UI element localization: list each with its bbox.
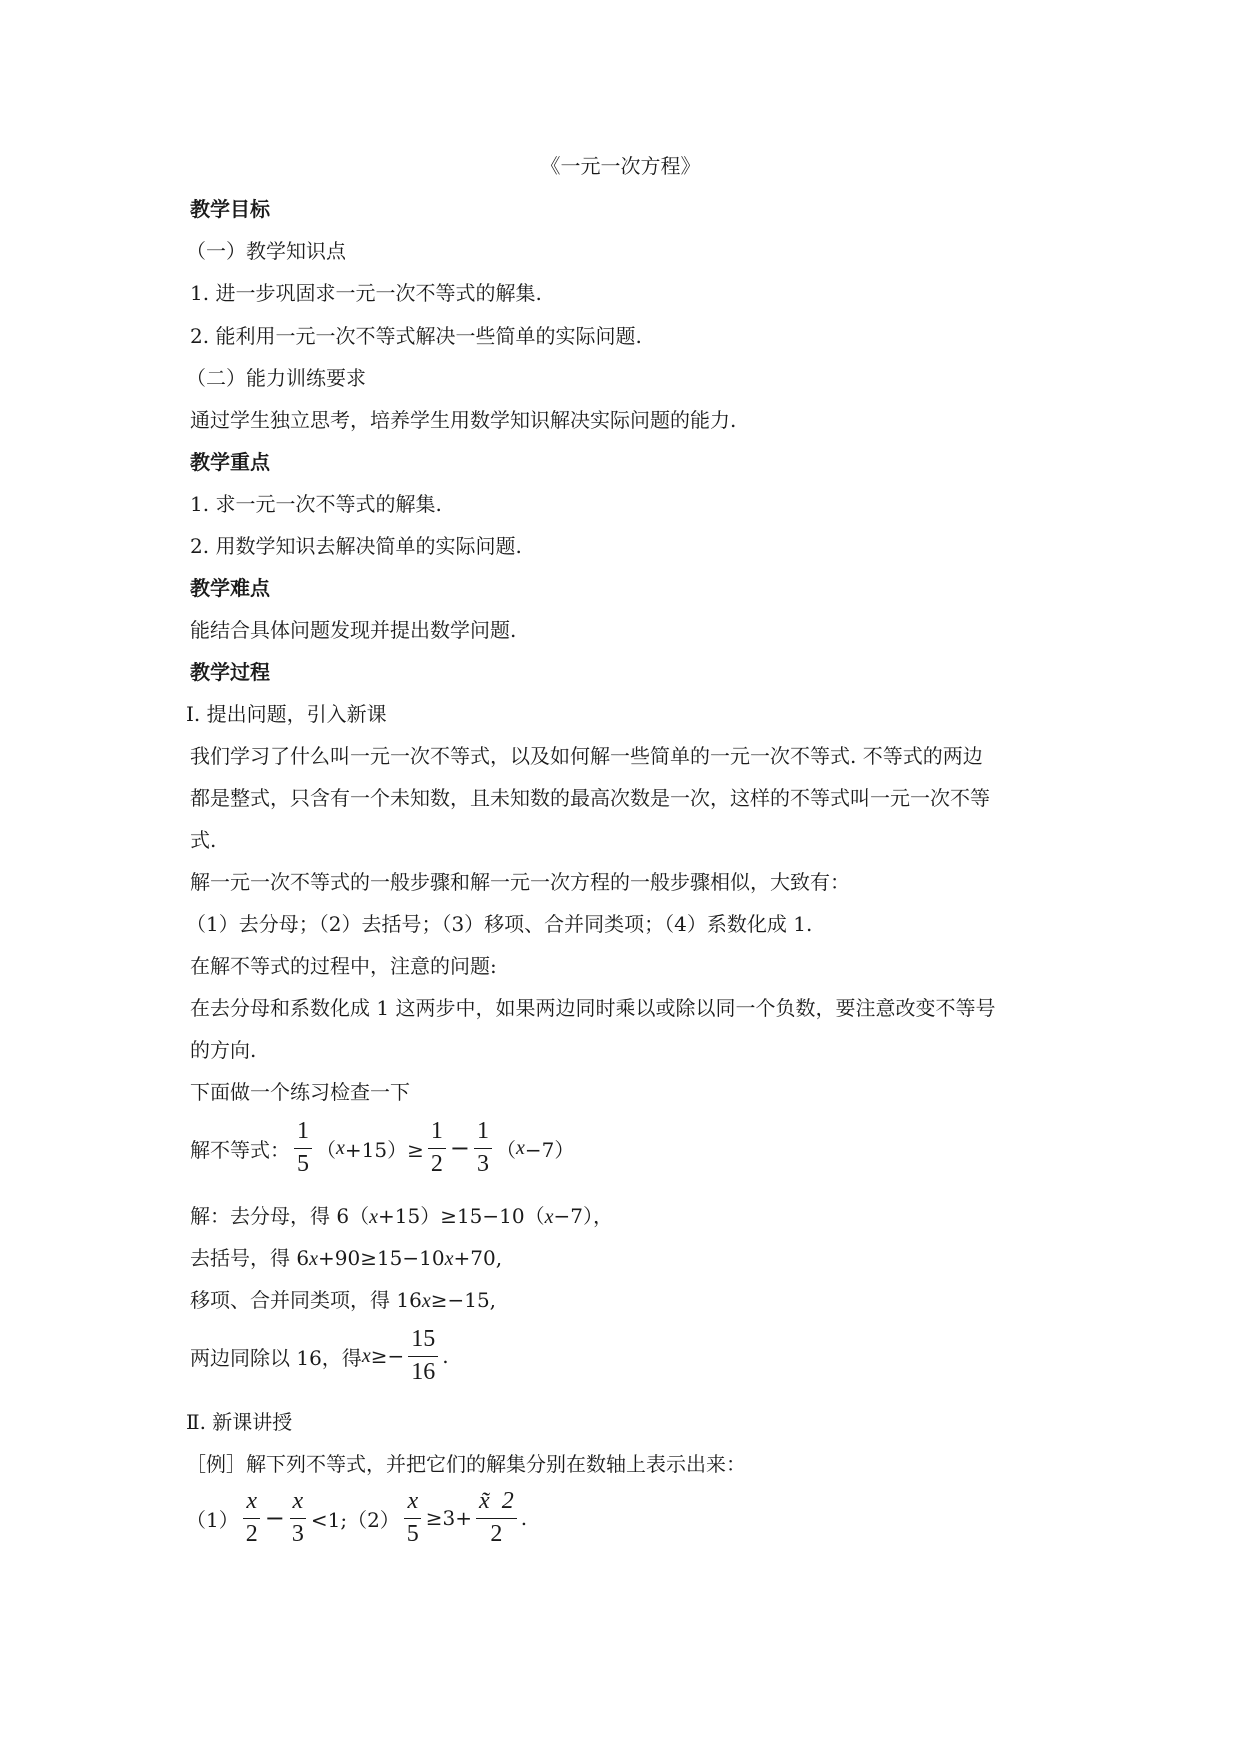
fraction-numerator: 1: [294, 1118, 312, 1149]
solution-step-1: [190, 1200, 613, 1229]
variable-x: x: [515, 1136, 525, 1159]
fraction-numerator: x̃ 2: [476, 1488, 517, 1519]
variable-x: x: [361, 1344, 371, 1367]
part1-title: Ⅰ. 提出问题，引入新课: [186, 702, 387, 726]
intro-paragraph-line-3: 式.: [190, 828, 217, 852]
solution-step-2: [190, 1242, 502, 1271]
variable-x: x: [309, 1248, 318, 1270]
notes-intro: 在解不等式的过程中，注意的问题:: [190, 954, 497, 978]
general-steps-intro: 解一元一次不等式的一般步骤和解一元一次方程的一般步骤相似，大致有：: [190, 870, 850, 894]
example-text: <1;（2）: [310, 1507, 400, 1532]
solution-text: −7），: [553, 1204, 613, 1228]
fraction-denominator: 3: [476, 1150, 489, 1177]
key-point-2: 2. 用数学知识去解决简单的实际问题.: [190, 534, 522, 558]
fraction-numerator: x: [243, 1488, 260, 1519]
part2-title: Ⅱ. 新课讲授: [186, 1410, 293, 1434]
fraction-one-third: [474, 1118, 492, 1178]
heading-teaching-goals: 教学目标: [190, 197, 270, 221]
solution-text: .: [442, 1344, 449, 1369]
fraction-numerator: 1: [474, 1118, 492, 1149]
fraction-one-half: [428, 1118, 446, 1178]
intro-paragraph-line-1: 我们学习了什么叫一元一次不等式，以及如何解一些简单的一元一次不等式. 不等式的两边: [190, 744, 983, 768]
variable-x: x: [544, 1206, 554, 1228]
subheading-knowledge-points: （一）教学知识点: [186, 239, 346, 263]
intro-paragraph-line-2: 都是整式，只含有一个未知数，且未知数的最高次数是一次，这样的不等式叫一元一次不等: [190, 786, 990, 810]
exercise-text: （: [316, 1137, 336, 1162]
variable-x: x: [369, 1206, 378, 1228]
variable-x: x: [336, 1136, 345, 1159]
key-point-1: 1. 求一元一次不等式的解集.: [190, 492, 442, 516]
fraction-denominator: 16: [411, 1358, 436, 1385]
difficulty-text: 能结合具体问题发现并提出数学问题.: [190, 618, 517, 642]
ability-text: 通过学生独立思考，培养学生用数学知识解决实际问题的能力.: [190, 408, 737, 432]
fraction-denominator: 2: [490, 1520, 503, 1547]
practice-intro: 下面做一个练习检查一下: [190, 1080, 410, 1104]
example-inequalities: [186, 1488, 527, 1548]
fraction-denominator: 2: [430, 1150, 443, 1177]
fraction-x-over-2: [243, 1488, 261, 1548]
solution-text: +90≥15−10: [317, 1246, 445, 1270]
fraction-numerator: x: [404, 1488, 421, 1519]
example-intro: ［例］解下列不等式，并把它们的解集分别在数轴上表示出来：: [186, 1452, 746, 1476]
heading-key-points: 教学重点: [190, 450, 270, 474]
fraction-denominator: 3: [291, 1520, 304, 1547]
solution-text: ≥−: [370, 1344, 405, 1369]
solution-step-4: [190, 1326, 449, 1386]
fraction-denominator: 5: [297, 1150, 309, 1177]
example-text: .: [520, 1506, 528, 1531]
general-steps-list: （1）去分母；（2）去括号；（3）移项、合并同类项；（4）系数化成 1.: [186, 912, 813, 936]
solution-text: 去括号，得 6: [190, 1246, 310, 1270]
solution-step-3: [190, 1284, 496, 1313]
minus-sign: −: [449, 1134, 470, 1163]
heading-difficulties: 教学难点: [190, 576, 270, 600]
goal-item-2: 2. 能利用一元一次不等式解决一些简单的实际问题.: [190, 324, 642, 348]
exercise-text: −7）: [524, 1137, 575, 1162]
fraction-x-over-3: [289, 1488, 307, 1548]
exercise-text: +15）≥: [344, 1137, 424, 1162]
variable-x: x: [421, 1290, 431, 1312]
minus-sign: −: [264, 1504, 285, 1533]
document-title: 《一元一次方程》: [540, 154, 701, 178]
exercise-label: 解不等式：: [190, 1137, 290, 1162]
exercise-inequality: [190, 1118, 574, 1178]
fraction-x-over-5: [404, 1488, 422, 1548]
fraction-one-fifth: [294, 1118, 312, 1178]
solution-text: +15）≥15−10（: [377, 1204, 545, 1228]
fraction-garbled-numerator-over-2: [476, 1488, 517, 1548]
note-line-1: 在去分母和系数化成 1 这两步中，如果两边同时乘以或除以同一个负数，要注意改变不等号: [190, 996, 996, 1020]
fraction-denominator: 5: [406, 1520, 419, 1547]
solution-text: 两边同除以 16，得: [190, 1345, 362, 1370]
heading-teaching-process: 教学过程: [190, 660, 270, 684]
exercise-text: （: [495, 1137, 516, 1162]
subheading-ability-requirements: （二）能力训练要求: [186, 366, 366, 390]
note-line-2: 的方向.: [190, 1038, 257, 1062]
example-text: （1）: [186, 1507, 239, 1532]
goal-item-1: 1. 进一步巩固求一元一次不等式的解集.: [190, 281, 542, 305]
solution-text: +70,: [453, 1246, 503, 1270]
solution-text: ≥−15,: [430, 1288, 497, 1312]
fraction-fifteen-sixteenths: [408, 1326, 438, 1386]
variable-x: x: [444, 1248, 454, 1270]
fraction-numerator: 15: [408, 1326, 438, 1357]
fraction-numerator: x: [290, 1488, 307, 1519]
fraction-numerator: 1: [428, 1118, 446, 1149]
fraction-denominator: 2: [245, 1520, 258, 1547]
solution-text: 解：去分母，得 6（: [190, 1204, 370, 1228]
solution-text: 移项、合并同类项，得 16: [190, 1288, 422, 1312]
example-text: ≥3+: [425, 1506, 473, 1531]
